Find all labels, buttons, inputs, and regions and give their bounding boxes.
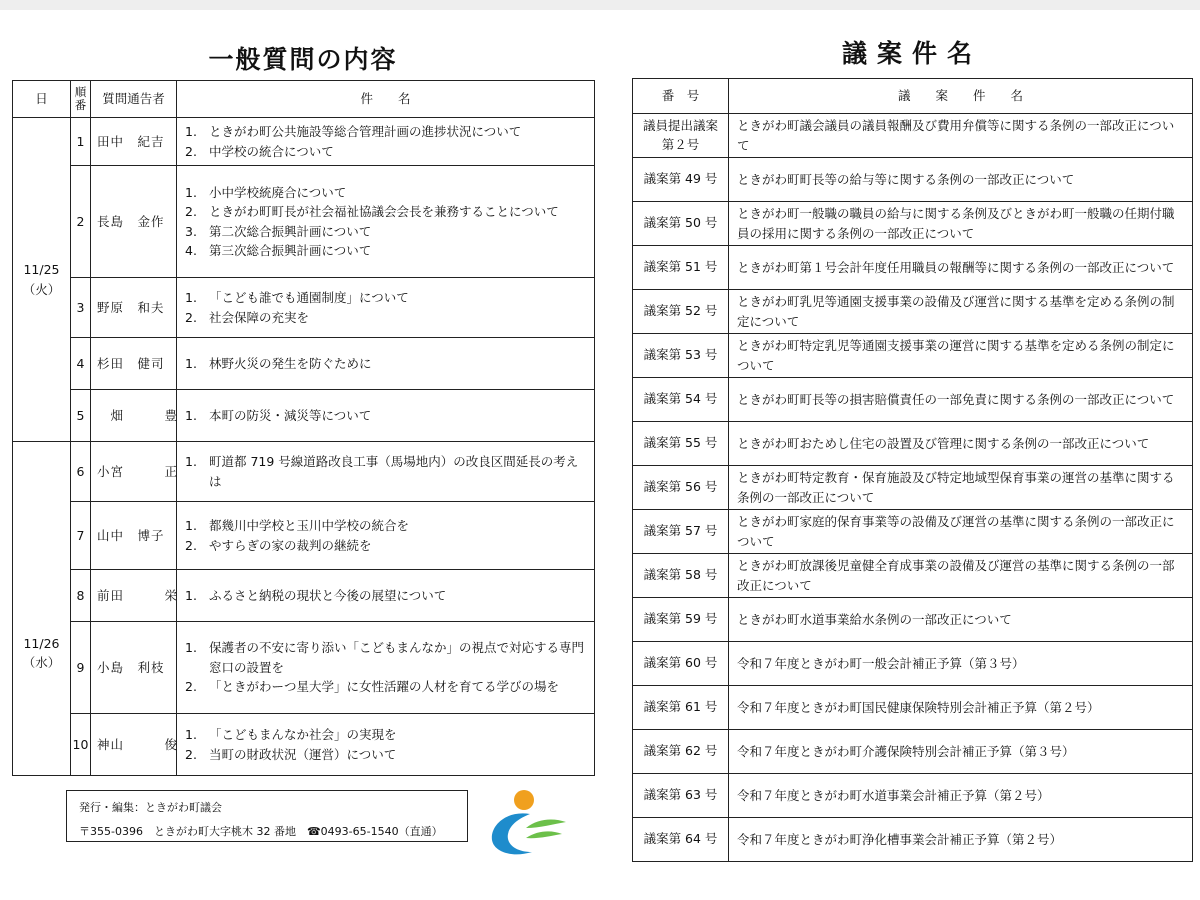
question-item-text: 保護者の不安に寄り添い「こどもまんなか」の視点で対応する専門窓口の設置を xyxy=(209,640,585,675)
question-subjects xyxy=(177,118,595,166)
day-date: 11/26 xyxy=(23,635,60,651)
town-logo-icon xyxy=(486,788,572,858)
questioner-name: 山中 博子 xyxy=(91,502,177,570)
question-item-number: 2. xyxy=(185,143,197,159)
question-item-text: ときがわ町公共施設等総合管理計画の進捗状況について xyxy=(209,124,522,140)
general-questions-table xyxy=(12,80,595,776)
bill-name: 令和７年度ときがわ町介護保険特別会計補正予算（第３号） xyxy=(729,730,1193,774)
questioner-name: 前田 栄 xyxy=(91,570,177,622)
bill-name: 令和７年度ときがわ町国民健康保険特別会計補正予算（第２号） xyxy=(729,686,1193,730)
question-item-text: 「ときがわーつ星大学」に女性活躍の人材を育てる学びの場を xyxy=(209,679,560,695)
question-item-text: やすらぎの家の裁判の継続を xyxy=(209,537,372,553)
questioner-name: 小宮 正 xyxy=(91,442,177,502)
question-item xyxy=(185,745,588,764)
header-number: 番 号 xyxy=(633,79,729,114)
question-item-text: 社会保障の充実を xyxy=(209,309,310,325)
bill-number: 議案第 51 号 xyxy=(633,246,729,290)
bill-number: 議案第 50 号 xyxy=(633,202,729,246)
question-item-number: 2. xyxy=(185,679,197,695)
question-subjects xyxy=(177,278,595,338)
question-subjects xyxy=(177,338,595,390)
bill-row xyxy=(633,774,1193,818)
question-item-text: 「こども誰でも通園制度」について xyxy=(209,290,409,306)
order-number: 6 xyxy=(71,442,91,502)
question-row xyxy=(13,502,595,570)
questioner-name: 野原 和夫 xyxy=(91,278,177,338)
bill-number: 議案第 55 号 xyxy=(633,422,729,466)
bill-row xyxy=(633,378,1193,422)
bill-row xyxy=(633,422,1193,466)
question-item-text: 本町の防災・減災等について xyxy=(209,407,372,423)
bill-number: 議案第 62 号 xyxy=(633,730,729,774)
table-header-row xyxy=(13,81,595,118)
question-item-number: 1. xyxy=(185,454,197,470)
bill-row xyxy=(633,246,1193,290)
questioner-name: 畑 豊 xyxy=(91,390,177,442)
day-date: 11/25 xyxy=(23,262,60,278)
question-item xyxy=(185,241,588,260)
question-subjects xyxy=(177,622,595,714)
question-item-text: 都幾川中学校と玉川中学校の統合を xyxy=(209,518,410,534)
day-cell xyxy=(13,442,71,776)
question-item-text: ときがわ町町長が社会福祉協議会会長を兼務することについて xyxy=(209,204,559,220)
bill-number: 議案第 52 号 xyxy=(633,290,729,334)
bill-name: ときがわ町議会議員の議員報酬及び費用弁償等に関する条例の一部改正について xyxy=(729,114,1193,158)
bill-name: 令和７年度ときがわ町一般会計補正予算（第３号） xyxy=(729,642,1193,686)
bill-name: ときがわ町特定乳児等通園支援事業の運営に関する基準を定める条例の制定について xyxy=(729,334,1193,378)
bill-name: ときがわ町放課後児童健全育成事業の設備及び運営の基準に関する条例の一部改正について xyxy=(729,554,1193,598)
question-item xyxy=(185,354,588,373)
question-subjects xyxy=(177,166,595,278)
question-item xyxy=(185,536,588,555)
bill-name: ときがわ町家庭的保育事業等の設備及び運営の基準に関する条例の一部改正について xyxy=(729,510,1193,554)
bill-row xyxy=(633,290,1193,334)
question-subjects xyxy=(177,714,595,776)
bill-row xyxy=(633,334,1193,378)
order-number: 7 xyxy=(71,502,91,570)
question-item xyxy=(185,288,588,307)
bill-number: 議案第 60 号 xyxy=(633,642,729,686)
questioner-name: 神山 俊 xyxy=(91,714,177,776)
question-item-number: 1. xyxy=(185,290,197,306)
question-item-number: 1. xyxy=(185,355,197,371)
bill-number: 議案第 56 号 xyxy=(633,466,729,510)
order-number: 4 xyxy=(71,338,91,390)
header-questioner: 質問通告者 xyxy=(91,81,177,118)
question-item xyxy=(185,202,588,221)
question-subjects xyxy=(177,570,595,622)
bill-name: ときがわ町町長等の損害賠償責任の一部免責に関する条例の一部改正について xyxy=(729,378,1193,422)
bills-table xyxy=(632,78,1193,862)
question-item-text: 当町の財政状況（運営）について xyxy=(209,746,397,762)
logo-green-leaf-shape xyxy=(526,820,566,828)
question-item xyxy=(185,638,588,677)
question-item xyxy=(185,725,588,744)
address-text: 〒355-0396 ときがわ町大字桃木 32 番地 ☎0493-65-1540（直通） xyxy=(79,825,443,838)
question-item xyxy=(185,222,588,241)
order-number: 10 xyxy=(71,714,91,776)
bill-number: 議案第 64 号 xyxy=(633,818,729,862)
question-item-number: 2. xyxy=(185,204,197,220)
question-row xyxy=(13,622,595,714)
bill-name: 令和７年度ときがわ町水道事業会計補正予算（第２号） xyxy=(729,774,1193,818)
question-item-text: 第二次総合振興計画について xyxy=(209,223,372,239)
question-subjects xyxy=(177,502,595,570)
question-item-number: 1. xyxy=(185,727,197,743)
question-item xyxy=(185,677,588,696)
question-item xyxy=(185,183,588,202)
order-number: 9 xyxy=(71,622,91,714)
bill-row xyxy=(633,202,1193,246)
order-number: 2 xyxy=(71,166,91,278)
question-item-number: 4. xyxy=(185,242,197,258)
publisher-box xyxy=(66,790,468,842)
question-item-number: 2. xyxy=(185,746,197,762)
question-item-text: 第三次総合振興計画について xyxy=(209,242,372,258)
question-row xyxy=(13,118,595,166)
question-item-text: ふるさと納税の現状と今後の展望について xyxy=(209,587,447,603)
bill-row xyxy=(633,642,1193,686)
question-item-text: 「こどもまんなか社会」の実現を xyxy=(209,727,397,743)
question-item-number: 2. xyxy=(185,537,197,553)
question-subjects xyxy=(177,442,595,502)
question-item-text: 林野火災の発生を防ぐために xyxy=(209,355,372,371)
bill-number: 議員提出議案 第２号 xyxy=(633,114,729,158)
question-item xyxy=(185,142,588,161)
bill-number: 議案第 58 号 xyxy=(633,554,729,598)
question-item-number: 1. xyxy=(185,407,197,423)
general-questions-title: 一般質問の内容 xyxy=(208,45,398,74)
question-subjects xyxy=(177,390,595,442)
question-row xyxy=(13,278,595,338)
question-row xyxy=(13,390,595,442)
logo-sun-shape xyxy=(514,790,534,810)
bill-row xyxy=(633,466,1193,510)
order-number: 3 xyxy=(71,278,91,338)
order-number: 8 xyxy=(71,570,91,622)
questioner-name: 長島 金作 xyxy=(91,166,177,278)
question-item-number: 1. xyxy=(185,587,197,603)
question-item-text: 小中学校統廃合について xyxy=(209,184,347,200)
header-day: 日 xyxy=(13,81,71,118)
question-row xyxy=(13,338,595,390)
question-row xyxy=(13,570,595,622)
bill-number: 議案第 54 号 xyxy=(633,378,729,422)
day-weekday: （火） xyxy=(22,281,61,297)
question-item xyxy=(185,586,588,605)
bill-name: ときがわ町水道事業給水条例の一部改正について xyxy=(729,598,1193,642)
question-item xyxy=(185,516,588,535)
bill-number: 議案第 59 号 xyxy=(633,598,729,642)
header-bill-name: 議 案 件 名 xyxy=(729,79,1193,114)
header-order: 順 番 xyxy=(71,81,91,118)
bills-title: 議案件名 xyxy=(841,39,982,68)
bill-row xyxy=(633,598,1193,642)
questioner-name: 小島 利枝 xyxy=(91,622,177,714)
table-header-row xyxy=(633,79,1193,114)
day-weekday: （水） xyxy=(22,655,61,670)
header-subject: 件 名 xyxy=(177,81,595,118)
question-row xyxy=(13,166,595,278)
question-item-number: 1. xyxy=(185,640,197,656)
logo-green-leaf-shape xyxy=(526,831,562,838)
bill-row xyxy=(633,510,1193,554)
bill-row xyxy=(633,158,1193,202)
bill-name: ときがわ町特定教育・保育施設及び特定地域型保育事業の運営の基準に関する条例の一部改正について xyxy=(729,466,1193,510)
bill-name: ときがわ町おためし住宅の設置及び管理に関する条例の一部改正について xyxy=(729,422,1193,466)
bill-name: ときがわ町第１号会計年度任用職員の報酬等に関する条例の一部改正について xyxy=(729,246,1193,290)
question-item xyxy=(185,122,588,141)
question-item xyxy=(185,406,588,425)
bill-name: ときがわ町町長等の給与等に関する条例の一部改正について xyxy=(729,158,1193,202)
question-item-number: 1. xyxy=(185,518,197,534)
bill-row xyxy=(633,818,1193,862)
bill-number: 議案第 49 号 xyxy=(633,158,729,202)
day-cell xyxy=(13,118,71,442)
bill-row xyxy=(633,686,1193,730)
top-band xyxy=(0,0,1200,10)
question-item xyxy=(185,452,588,491)
bill-name: ときがわ町乳児等通園支援事業の設備及び運営に関する基準を定める条例の制定について xyxy=(729,290,1193,334)
bill-row xyxy=(633,730,1193,774)
bill-number: 議案第 61 号 xyxy=(633,686,729,730)
question-item xyxy=(185,308,588,327)
question-item-text: 町道都 719 号線道路改良工事（馬場地内）の改良区間延長の考えは xyxy=(209,454,579,489)
bill-name: 令和７年度ときがわ町浄化槽事業会計補正予算（第２号） xyxy=(729,818,1193,862)
question-item-number: 3. xyxy=(185,223,197,239)
questioner-name: 杉田 健司 xyxy=(91,338,177,390)
bill-number: 議案第 53 号 xyxy=(633,334,729,378)
question-item-number: 1. xyxy=(185,184,197,200)
bill-number: 議案第 63 号 xyxy=(633,774,729,818)
question-row xyxy=(13,442,595,502)
logo-blue-wave-shape xyxy=(492,813,532,854)
question-item-number: 2. xyxy=(185,309,197,325)
bill-row xyxy=(633,114,1193,158)
question-item-text: 中学校の統合について xyxy=(209,143,334,159)
questioner-name: 田中 紀吉 xyxy=(91,118,177,166)
question-row xyxy=(13,714,595,776)
order-number: 5 xyxy=(71,390,91,442)
publisher-text: 発行・編集：ときがわ町議会 xyxy=(79,801,222,814)
bill-number: 議案第 57 号 xyxy=(633,510,729,554)
bill-row xyxy=(633,554,1193,598)
question-item-number: 1. xyxy=(185,124,197,140)
bill-name: ときがわ町一般職の職員の給与に関する条例及びときがわ町一般職の任期付職員の採用に関する条例の一部改正について xyxy=(729,202,1193,246)
order-number: 1 xyxy=(71,118,91,166)
